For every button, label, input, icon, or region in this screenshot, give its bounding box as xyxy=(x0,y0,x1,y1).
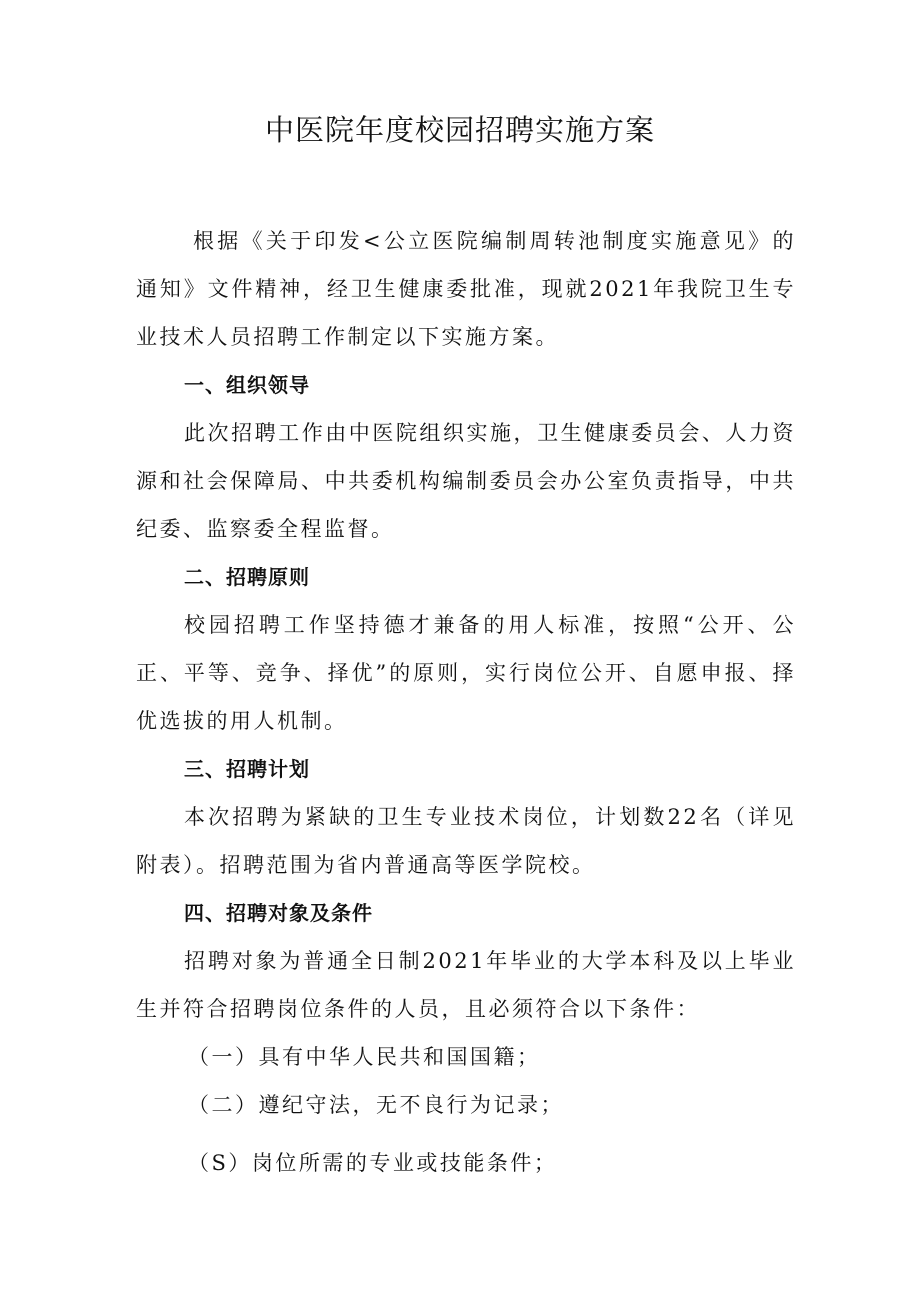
section-body-principles: 校园招聘工作坚持德才兼备的用人标准，按照“公开、公正、平等、竞争、择优”的原则，实行岗位公开、自愿申报、择优选拔的用人机制。 xyxy=(136,613,796,733)
section-body-organization: 此次招聘工作由中医院组织实施，卫生健康委员会、人力资源和社会保障局、中共委机构编制委员会办公室负责指导，中共纪委、监察委全程监督。 xyxy=(136,421,796,541)
intro-paragraph: 根据《关于印发<公立医院编制周转池制度实施意见》的通知》文件精神，经卫生健康委批准，现就2021年我院卫生专业技术人员招聘工作制定以下实施方案。 xyxy=(136,229,796,349)
section-heading-organization: 一、组织领导 xyxy=(184,373,310,397)
condition-item-conduct: （二）遵纪守法，无不良行为记录； xyxy=(188,1093,564,1117)
section-heading-plan: 三、招聘计划 xyxy=(184,757,310,781)
section-body-eligibility: 招聘对象为普通全日制2021年毕业的大学本科及以上毕业生并符合招聘岗位条件的人员，且必须符合以下条件： xyxy=(136,949,796,1021)
document-title: 中医院年度校园招聘实施方案 xyxy=(264,113,655,147)
section-heading-eligibility: 四、招聘对象及条件 xyxy=(184,901,373,925)
section-heading-principles: 二、招聘原则 xyxy=(184,565,310,589)
section-body-plan: 本次招聘为紧缺的卫生专业技术岗位，计划数22名（详见附表）。招聘范围为省内普通高等医学院校。 xyxy=(136,805,796,877)
condition-item-nationality: （一）具有中华人民共和国国籍； xyxy=(188,1045,541,1069)
document-body xyxy=(136,217,796,1187)
condition-item-skills: （S）岗位所需的专业或技能条件； xyxy=(188,1151,558,1175)
